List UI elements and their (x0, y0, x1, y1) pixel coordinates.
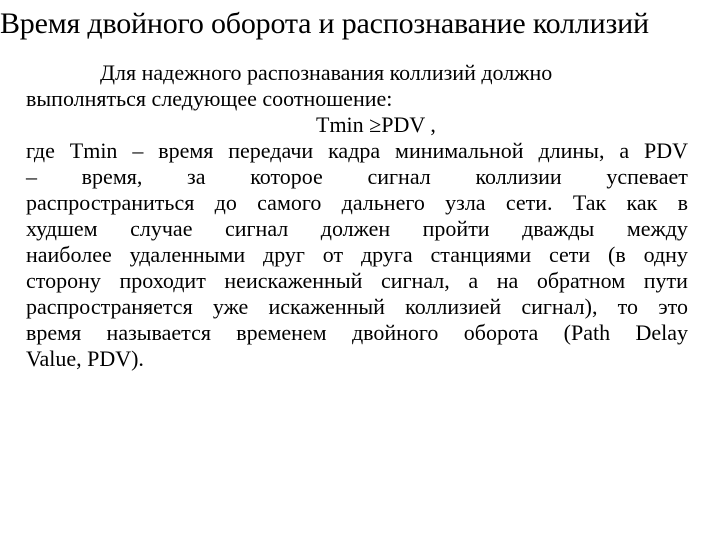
word: искаженный (268, 294, 385, 319)
word: время (158, 138, 214, 163)
word: пройти (422, 216, 490, 241)
word: сети. (505, 190, 553, 215)
word: длины, (538, 138, 605, 163)
text-line-1: Для надежного распознавания коллизий должно (100, 60, 553, 85)
word: – (26, 164, 37, 189)
word: одну (643, 242, 688, 267)
word: на (496, 268, 519, 293)
text-line-5 (26, 164, 688, 190)
word: удаленными (129, 242, 246, 267)
word: самого (257, 190, 322, 215)
word: в (677, 190, 688, 215)
word: время (26, 320, 82, 345)
word: то (617, 294, 638, 319)
word: как (626, 190, 658, 215)
word: Так (572, 190, 607, 215)
word: временем (236, 320, 327, 345)
word: минимальной (395, 138, 524, 163)
word: между (626, 216, 688, 241)
word: сторону (26, 268, 101, 293)
word: сигнал (367, 164, 431, 189)
text-line-8 (26, 242, 688, 268)
word: сети (548, 242, 591, 267)
word: друг (263, 242, 305, 267)
word: Delay (635, 320, 688, 345)
word: двойного (351, 320, 439, 345)
word: успевает (606, 164, 688, 189)
word: узла (445, 190, 486, 215)
word: станциями (430, 242, 532, 267)
word: передачи (228, 138, 314, 163)
slide-title: Время двойного оборота и распознавание коллизий (0, 7, 649, 40)
word: называется (106, 320, 211, 345)
word: – (132, 138, 144, 163)
word: коллизией (405, 294, 502, 319)
word: кадра (328, 138, 381, 163)
word: до (214, 190, 237, 215)
word: за (187, 164, 206, 189)
text-line-12: Value, PDV). (26, 346, 144, 371)
word: оборота (463, 320, 539, 345)
word: пути (643, 268, 688, 293)
text-line-11 (26, 320, 688, 346)
word: сигнал), (521, 294, 598, 319)
text-line-7 (26, 216, 688, 242)
word: друга (360, 242, 413, 267)
word: обратном (536, 268, 626, 293)
word: случае (130, 216, 193, 241)
word: где (26, 138, 55, 163)
word: (в (608, 242, 626, 267)
word: сигнал (224, 216, 289, 241)
word: (Path (563, 320, 611, 345)
text-line-6 (26, 190, 688, 216)
word: которое (250, 164, 323, 189)
word: неискаженный (224, 268, 363, 293)
word: это (658, 294, 688, 319)
word: дальнего (341, 190, 425, 215)
word: уже (212, 294, 249, 319)
text-line-4 (26, 138, 688, 164)
word: от (322, 242, 344, 267)
word: дважды (522, 216, 595, 241)
word: должен (320, 216, 391, 241)
word: распространиться (26, 190, 195, 215)
word: коллизии (475, 164, 562, 189)
word: время, (81, 164, 143, 189)
word: сигнал, (380, 268, 450, 293)
word: наиболее (26, 242, 112, 267)
word: проходит (119, 268, 206, 293)
body-paragraph (26, 60, 688, 372)
text-line-9 (26, 268, 688, 294)
word: худшем (26, 216, 98, 241)
word: PDV (643, 138, 688, 163)
formula-line: Tmin ≥PDV , (316, 112, 436, 137)
word: а (619, 138, 630, 163)
word: Tmin (69, 138, 118, 163)
word: а (468, 268, 479, 293)
word: распространяется (26, 294, 193, 319)
text-line-10 (26, 294, 688, 320)
text-line-2: выполняться следующее соотношение: (26, 86, 393, 111)
